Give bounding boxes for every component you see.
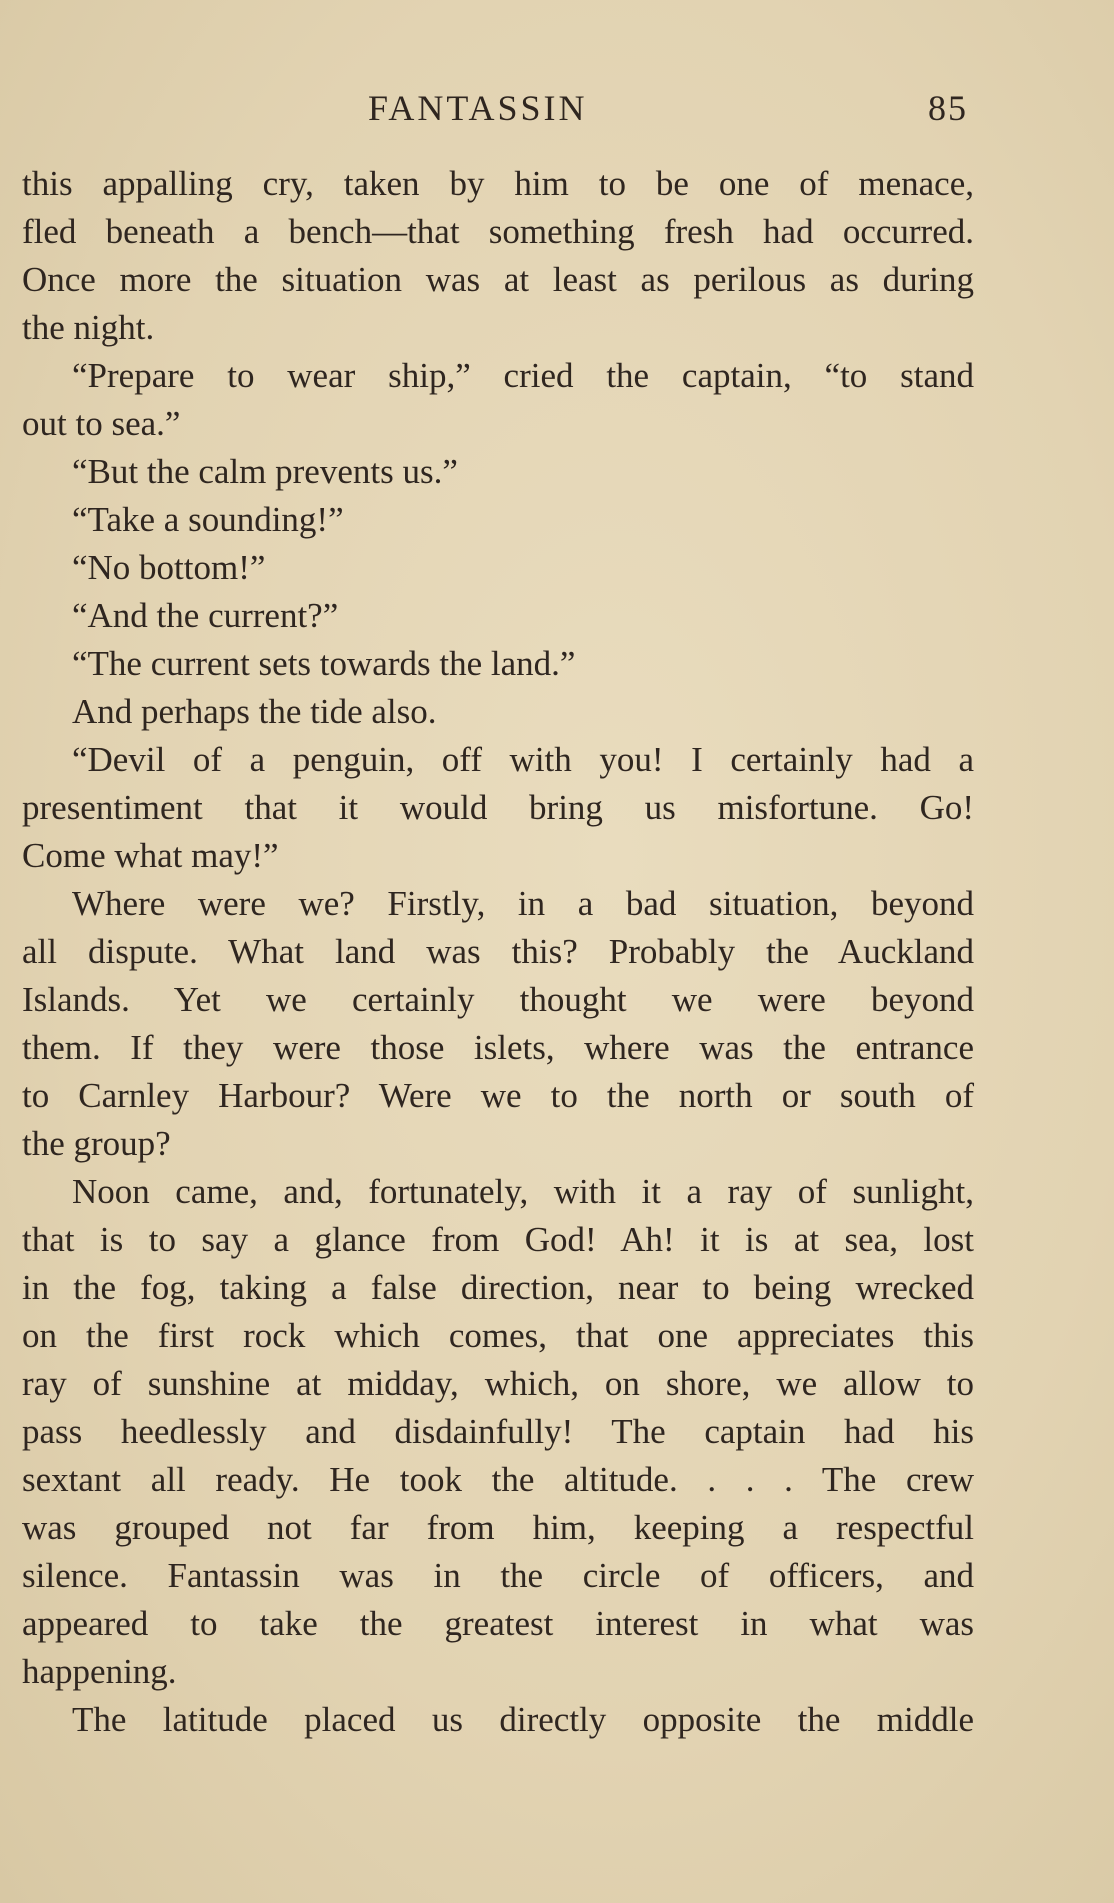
text-line: “But the calm prevents us.”: [72, 452, 458, 491]
text-line: Islands. Yet we certainly thought we were beyond: [22, 980, 974, 1019]
text-line: “And the current?”: [72, 596, 339, 635]
text-line: appeared to take the greatest interest in what was: [22, 1604, 974, 1643]
running-head: [0, 80, 1114, 136]
text-line: “Prepare to wear ship,” cried the captain, “to stand: [72, 356, 974, 395]
text-line: was grouped not far from him, keeping a respectful: [22, 1508, 974, 1547]
text-line: that is to say a glance from God! Ah! it is at sea, lost: [22, 1220, 974, 1259]
text-line: Once more the situation was at least as perilous as during: [22, 260, 974, 299]
text-line: this appalling cry, taken by him to be one of menace,: [22, 164, 974, 203]
text-line: out to sea.”: [22, 404, 181, 443]
text-line: presentiment that it would bring us misfortune. Go!: [22, 788, 974, 827]
text-line: pass heedlessly and disdainfully! The captain had his: [22, 1412, 974, 1451]
text-line: The latitude placed us directly opposite the middle: [72, 1700, 974, 1739]
text-line: Come what may!”: [22, 836, 279, 875]
text-line: fled beneath a bench—that something fresh had occurred.: [22, 212, 974, 251]
text-line: Where were we? Firstly, in a bad situation, beyond: [72, 884, 974, 923]
text-line: “The current sets towards the land.”: [72, 644, 576, 683]
text-line: on the first rock which comes, that one appreciates this: [22, 1316, 974, 1355]
text-line: Noon came, and, fortunately, with it a ray of sunlight,: [72, 1172, 974, 1211]
running-title: FANTASSIN: [368, 88, 588, 128]
text-line: sextant all ready. He took the altitude. . . . The crew: [22, 1460, 974, 1499]
text-line: the night.: [22, 308, 155, 347]
text-line: happening.: [22, 1652, 177, 1691]
text-line: ray of sunshine at midday, which, on shore, we allow to: [22, 1364, 974, 1403]
text-line: to Carnley Harbour? Were we to the north or south of: [22, 1076, 974, 1115]
text-line: “Take a sounding!”: [72, 500, 344, 539]
text-line: them. If they were those islets, where was the entrance: [22, 1028, 974, 1067]
text-line: the group?: [22, 1124, 171, 1163]
text-line: silence. Fantassin was in the circle of officers, and: [22, 1556, 974, 1595]
text-line: “No bottom!”: [72, 548, 266, 587]
text-line: all dispute. What land was this? Probably the Auckland: [22, 932, 974, 971]
page-number: 85: [928, 88, 968, 128]
text-line: in the fog, taking a false direction, near to being wrecked: [22, 1268, 974, 1307]
text-line: “Devil of a penguin, off with you! I certainly had a: [72, 740, 974, 779]
text-line: And perhaps the tide also.: [72, 692, 437, 731]
